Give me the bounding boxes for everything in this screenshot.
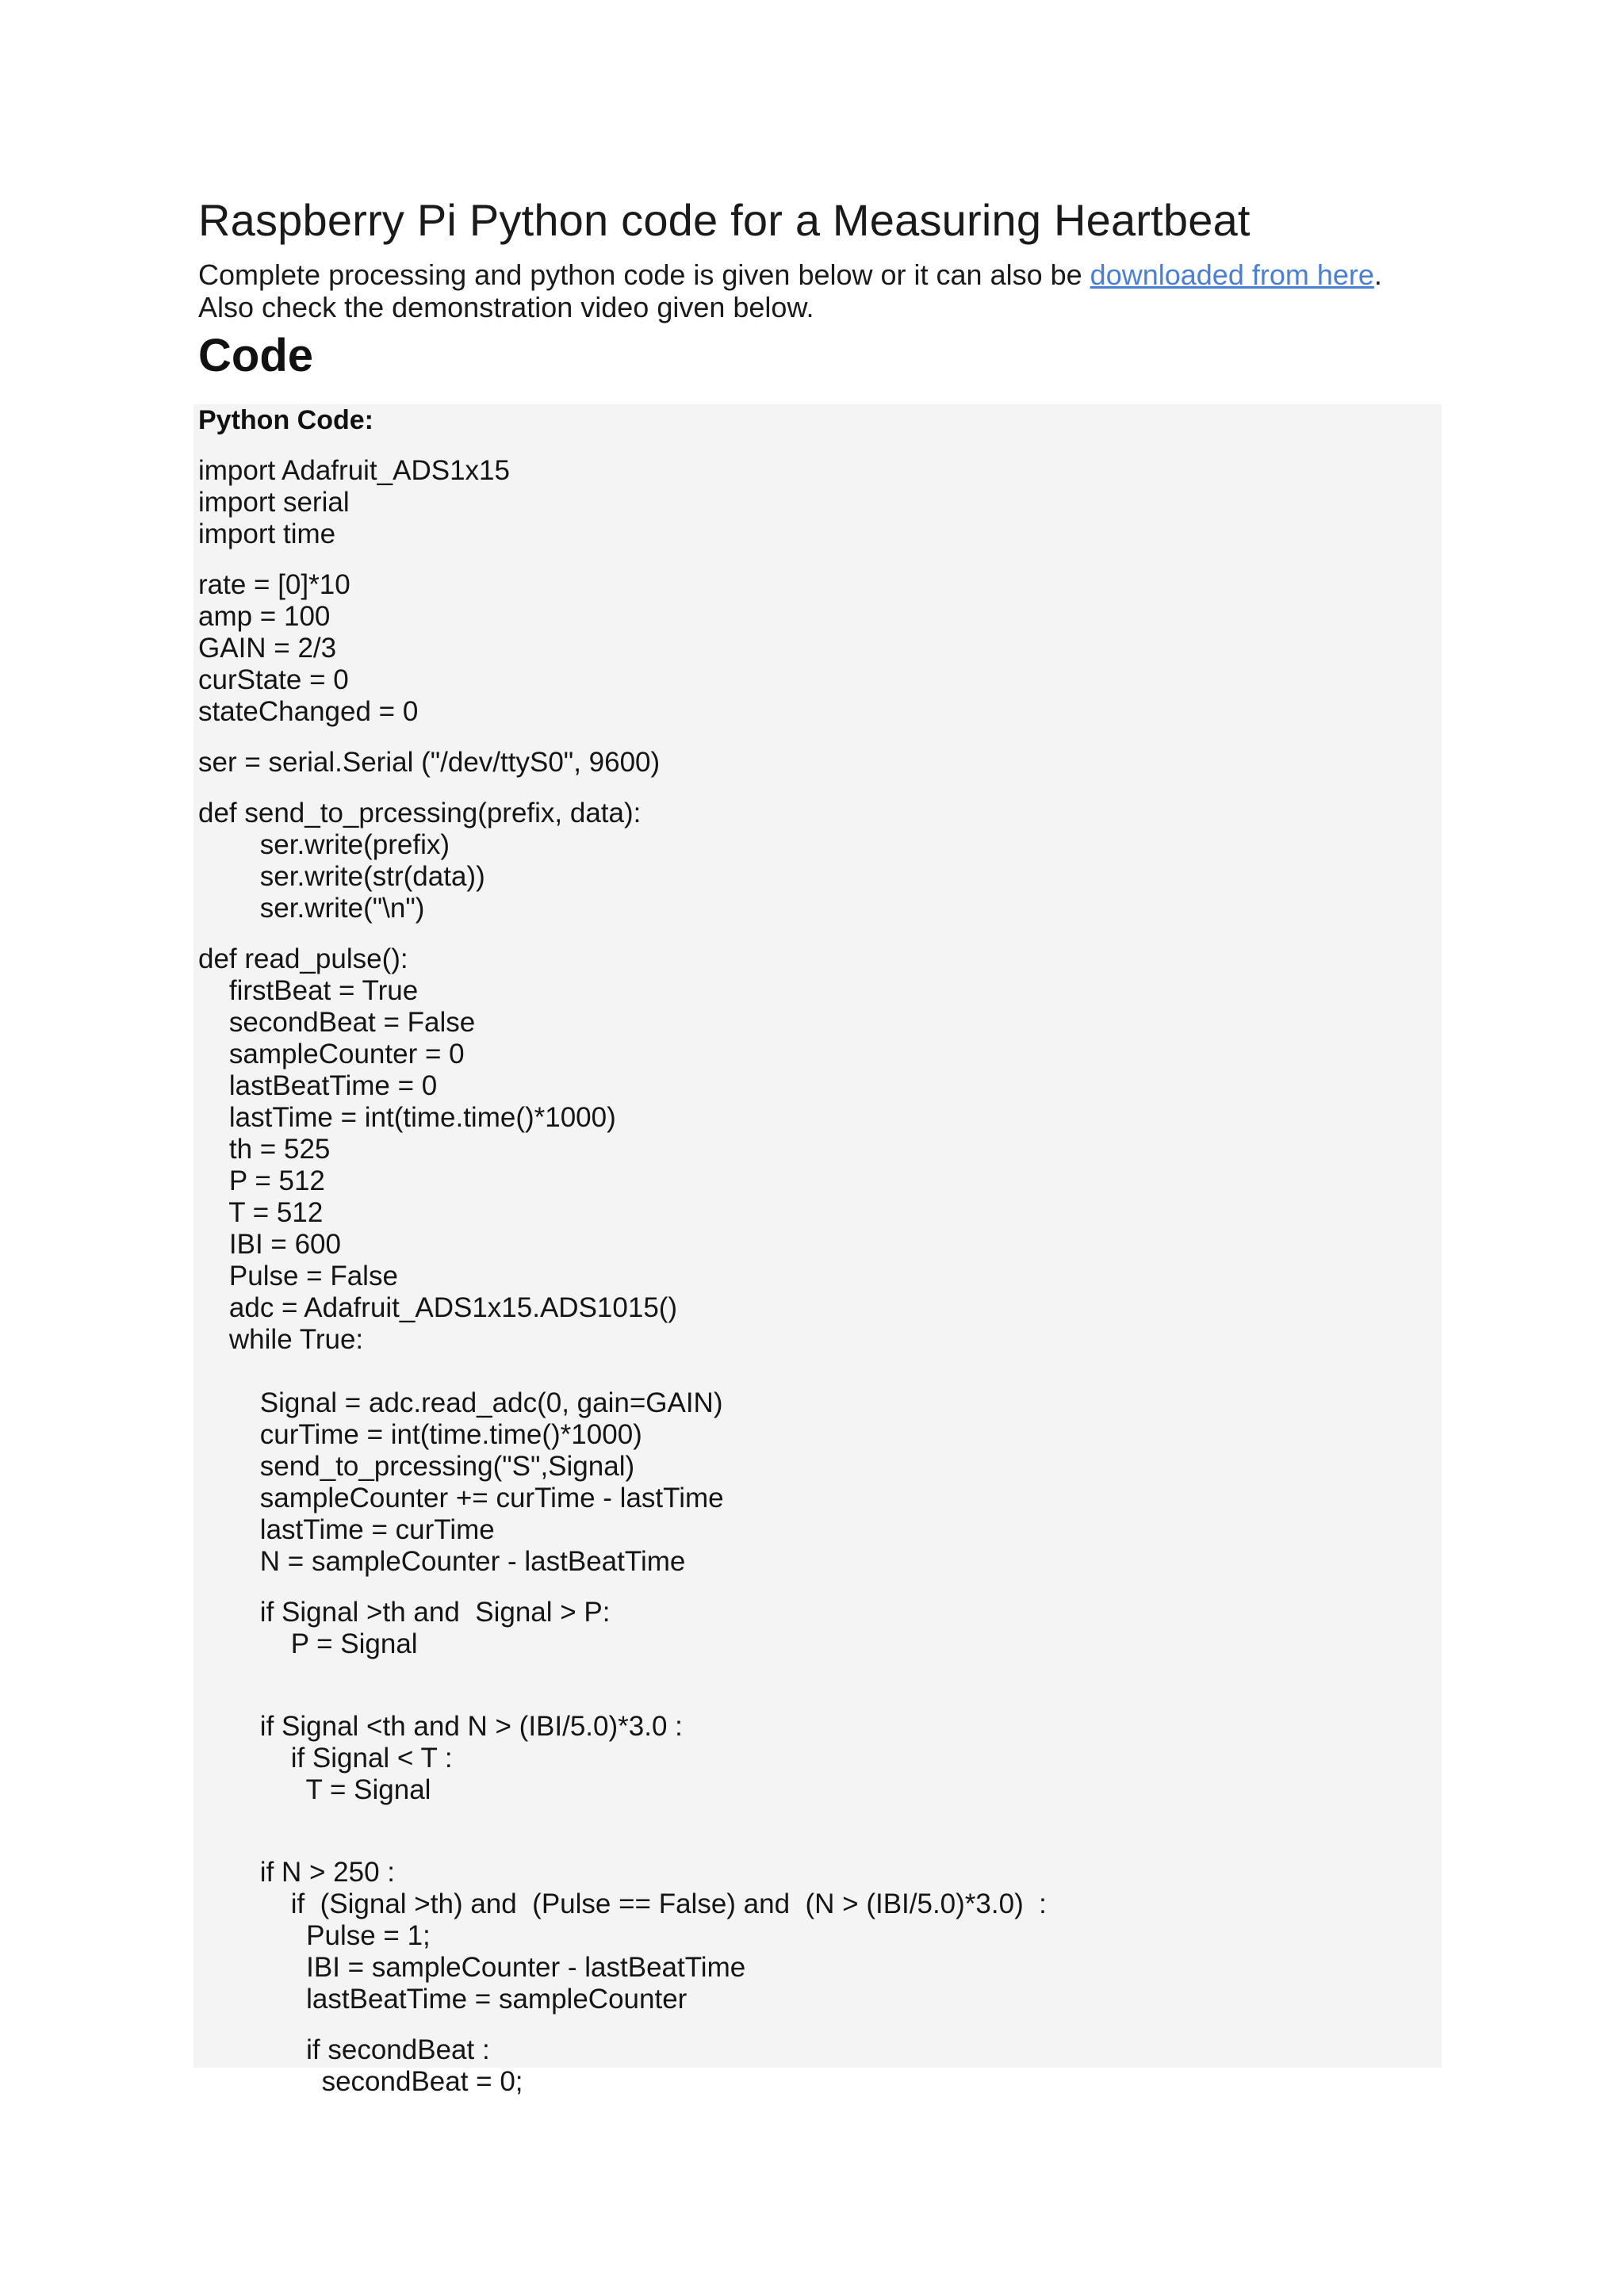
code-group	[198, 2034, 1435, 2098]
code-line: lastBeatTime = 0	[198, 1070, 438, 1101]
code-group	[198, 747, 1435, 779]
intro-paragraph	[198, 258, 1442, 323]
code-line: rate = [0]*10	[198, 569, 350, 600]
code-line: Signal = adc.read_adc(0, gain=GAIN)	[198, 1387, 723, 1418]
code-line: GAIN = 2/3	[198, 633, 337, 664]
intro-period: .	[1373, 258, 1382, 291]
code-line: if (Signal >th) and (Pulse == False) and (N > (IBI/5.0)*3.0) :	[198, 1888, 1047, 1919]
code-line: Pulse = 1;	[198, 1920, 431, 1951]
code-line: Pulse = False	[198, 1261, 398, 1292]
intro-line-2: Also check the demonstration video given below.	[198, 291, 814, 323]
code-line	[198, 1660, 1435, 1692]
intro-text: Complete processing and python code is given below or it can also be	[198, 258, 1090, 291]
code-line: secondBeat = 0;	[198, 2066, 523, 2097]
code-line: T = 512	[198, 1197, 324, 1228]
code-line: sampleCounter += curTime - lastTime	[198, 1483, 724, 1513]
code-group	[198, 1857, 1435, 2015]
document-page	[198, 195, 1442, 2097]
code-line: lastTime = curTime	[198, 1514, 495, 1545]
code-line: if secondBeat :	[198, 2034, 490, 2065]
code-line	[198, 1806, 1435, 1838]
code-line: T = Signal	[198, 1774, 431, 1805]
code-line: def read_pulse():	[198, 943, 408, 974]
code-content	[198, 404, 1435, 2098]
page-title: Raspberry Pi Python code for a Measuring Heartbeat	[198, 195, 1251, 245]
code-line: if N > 250 :	[198, 1857, 396, 1888]
code-line: firstBeat = True	[198, 975, 419, 1006]
code-line: lastTime = int(time.time()*1000)	[198, 1102, 616, 1133]
code-line: if Signal <th and N > (IBI/5.0)*3.0 :	[198, 1711, 683, 1742]
code-group	[198, 798, 1435, 924]
code-line: th = 525	[198, 1134, 331, 1165]
code-line: curState = 0	[198, 664, 349, 695]
code-group	[198, 455, 1435, 550]
code-line: send_to_prcessing("S",Signal)	[198, 1451, 635, 1482]
code-group	[198, 1597, 1435, 1692]
code-line: IBI = sampleCounter - lastBeatTime	[198, 1952, 746, 1983]
code-line: IBI = 600	[198, 1229, 341, 1260]
code-line: P = Signal	[198, 1628, 418, 1659]
code-line: ser = serial.Serial ("/dev/ttyS0", 9600)	[198, 747, 661, 778]
code-line: ser.write(prefix)	[198, 829, 450, 860]
code-line: import time	[198, 519, 336, 549]
code-group	[198, 569, 1435, 728]
code-line: N = sampleCounter - lastBeatTime	[198, 1546, 686, 1577]
code-line: lastBeatTime = sampleCounter	[198, 1984, 688, 2015]
code-line: secondBeat = False	[198, 1007, 476, 1038]
code-group	[198, 943, 1435, 1578]
code-label: Python Code:	[198, 405, 373, 435]
code-line: import serial	[198, 487, 350, 518]
code-line: import Adafruit_ADS1x15	[198, 455, 510, 486]
code-group	[198, 1711, 1435, 1838]
code-line: stateChanged = 0	[198, 696, 419, 727]
code-line: P = 512	[198, 1165, 325, 1196]
code-line	[198, 1356, 1435, 1387]
download-link[interactable]: downloaded from here	[1090, 258, 1374, 291]
code-line: while True:	[198, 1324, 364, 1355]
code-line: if Signal >th and Signal > P:	[198, 1597, 611, 1628]
code-line: def send_to_prcessing(prefix, data):	[198, 798, 642, 828]
section-heading-code: Code	[198, 330, 313, 381]
code-line: amp = 100	[198, 601, 331, 632]
code-block	[193, 404, 1442, 2097]
code-line: ser.write("\n")	[198, 893, 425, 924]
code-line: adc = Adafruit_ADS1x15.ADS1015()	[198, 1292, 678, 1323]
code-line: ser.write(str(data))	[198, 861, 485, 892]
code-line: curTime = int(time.time()*1000)	[198, 1419, 642, 1450]
code-line: if Signal < T :	[198, 1743, 453, 1774]
code-line: sampleCounter = 0	[198, 1039, 465, 1070]
